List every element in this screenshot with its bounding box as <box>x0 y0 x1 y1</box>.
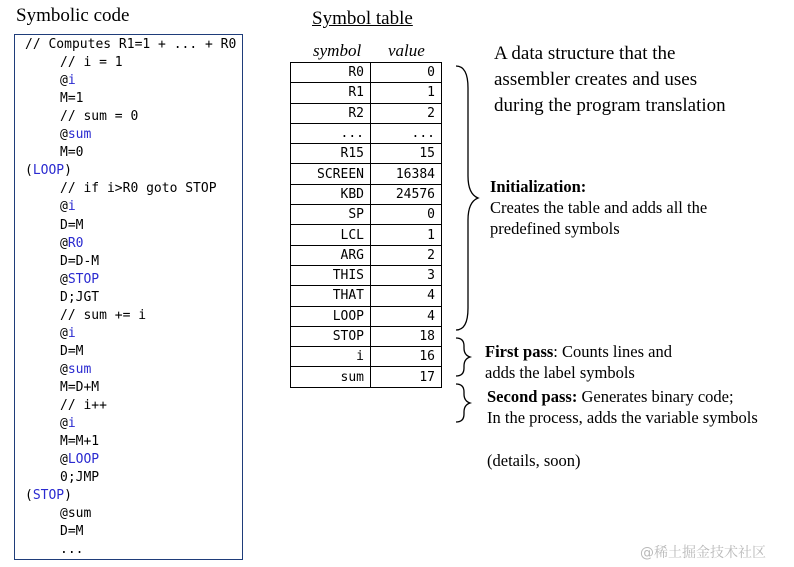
code-text: M=1 <box>60 91 84 107</box>
value-cell: 17 <box>371 367 442 387</box>
code-line <box>60 271 99 289</box>
code-line <box>60 217 83 235</box>
symbol-cell: R1 <box>291 83 371 103</box>
table-row <box>291 245 442 265</box>
value-cell: 15 <box>371 144 442 164</box>
symbol-cell: sum <box>291 367 371 387</box>
code-symbol: sum <box>67 361 92 377</box>
code-text: @ <box>60 235 68 251</box>
value-cell: 18 <box>371 326 442 346</box>
code-line <box>60 72 76 90</box>
brace-group <box>450 58 490 428</box>
code-text: D=M <box>60 343 84 359</box>
symbol-cell: R2 <box>291 103 371 123</box>
table-row <box>291 225 442 245</box>
symbol-cell: i <box>291 347 371 367</box>
table-row <box>291 367 442 387</box>
code-text: D=M <box>60 524 84 540</box>
symbol-cell: LCL <box>291 225 371 245</box>
code-text: @ <box>60 127 68 143</box>
code-listing <box>14 34 243 560</box>
value-cell: 0 <box>371 205 442 225</box>
symbol-table-title: Symbol table <box>312 8 413 29</box>
code-symbol: i <box>67 199 76 215</box>
symbol-cell: THAT <box>291 286 371 306</box>
code-line <box>60 235 83 253</box>
code-line <box>60 307 146 325</box>
table-row <box>291 265 442 285</box>
symbol-cell: ... <box>291 123 371 143</box>
code-line <box>60 415 76 433</box>
code-line <box>60 523 83 541</box>
value-cell: 0 <box>371 63 442 83</box>
table-row <box>291 205 442 225</box>
table-row <box>291 83 442 103</box>
symbol-column-header: symbol <box>313 41 362 60</box>
symbol-cell: LOOP <box>291 306 371 326</box>
code-text: // if i>R0 goto STOP <box>60 181 217 197</box>
code-text: 0;JMP <box>60 470 100 486</box>
value-cell: 16384 <box>371 164 442 184</box>
symbol-cell: THIS <box>291 265 371 285</box>
value-cell: 1 <box>371 83 442 103</box>
value-cell: 3 <box>371 265 442 285</box>
code-symbol: R0 <box>67 235 84 251</box>
table-row <box>291 326 442 346</box>
code-text: // Computes R1=1 + ... + R0 <box>25 37 237 52</box>
second-pass-brace <box>456 384 470 422</box>
code-line <box>60 253 99 271</box>
code-symbol: LOOP <box>67 452 100 468</box>
code-text: @ <box>60 271 68 287</box>
code-symbol: i <box>67 416 76 432</box>
value-cell: 2 <box>371 103 442 123</box>
value-column-header: value <box>388 41 425 60</box>
table-row <box>291 63 442 83</box>
code-symbol: sum <box>67 127 92 143</box>
code-line <box>60 541 83 559</box>
code-text: D;JGT <box>60 289 100 305</box>
code-text: ( <box>25 488 33 504</box>
code-symbol: i <box>67 73 76 89</box>
table-row <box>291 184 442 204</box>
value-cell: 4 <box>371 286 442 306</box>
symbol-cell: KBD <box>291 184 371 204</box>
code-line <box>60 126 91 144</box>
value-cell: 1 <box>371 225 442 245</box>
code-text: @ <box>60 416 68 432</box>
symbol-cell: ARG <box>291 245 371 265</box>
code-line <box>25 162 72 180</box>
table-row <box>291 103 442 123</box>
symbol-cell: SCREEN <box>291 164 371 184</box>
table-row <box>291 286 442 306</box>
code-text: M=D+M <box>60 379 100 395</box>
second-pass-note: Second pass: Generates binary code; In the process, adds the variable symbols <box>487 387 758 427</box>
table-row <box>291 306 442 326</box>
code-text: M=0 <box>60 145 84 161</box>
code-text: // sum += i <box>60 307 147 323</box>
initialization-brace <box>456 66 478 330</box>
code-text: ) <box>64 488 72 504</box>
code-line <box>60 54 123 72</box>
code-line <box>60 397 107 415</box>
code-text: M=M+1 <box>60 434 100 450</box>
symbol-table <box>290 62 442 388</box>
code-text: // i = 1 <box>60 55 123 71</box>
code-line <box>60 379 99 397</box>
code-text: ) <box>64 163 72 179</box>
watermark: @稀土掘金技术社区 <box>640 545 766 561</box>
value-cell: 24576 <box>371 184 442 204</box>
code-text: D=D-M <box>60 253 100 269</box>
code-line <box>60 433 99 451</box>
code-text: ( <box>25 163 33 179</box>
code-text: @ <box>60 73 68 89</box>
code-text: D=M <box>60 217 84 233</box>
table-row <box>291 144 442 164</box>
value-cell: 2 <box>371 245 442 265</box>
code-symbol: i <box>67 325 76 341</box>
code-line <box>60 144 83 162</box>
code-line <box>60 325 76 343</box>
code-line <box>60 505 91 523</box>
code-text: ... <box>60 542 84 558</box>
first-pass-note: First pass: Counts lines and adds the label symbols <box>485 342 673 382</box>
data-structure-note: A data structure that the assembler creates and uses during the program translation <box>494 43 726 116</box>
code-line <box>60 289 99 307</box>
symbol-cell: R15 <box>291 144 371 164</box>
code-line <box>60 90 83 108</box>
code-symbol: STOP <box>32 488 65 504</box>
code-line <box>60 343 83 361</box>
code-text: @ <box>60 361 68 377</box>
code-text: @ <box>60 325 68 341</box>
code-symbol: LOOP <box>32 163 65 179</box>
table-row <box>291 123 442 143</box>
code-line <box>25 487 72 505</box>
symbolic-code-title: Symbolic code <box>16 5 130 26</box>
code-text: @ <box>60 452 68 468</box>
symbol-cell: STOP <box>291 326 371 346</box>
code-line <box>60 469 99 487</box>
first-pass-brace <box>456 338 470 376</box>
details-note: (details, soon) <box>487 451 581 470</box>
symbol-cell: R0 <box>291 63 371 83</box>
code-text: @sum <box>60 506 92 522</box>
initialization-note: Initialization: Creates the table and adds all the predefined symbols <box>490 177 708 238</box>
code-text: // sum = 0 <box>60 109 139 125</box>
code-text: // i++ <box>60 398 107 413</box>
symbol-cell: SP <box>291 205 371 225</box>
code-line <box>60 361 91 379</box>
code-line <box>25 36 236 54</box>
code-line <box>60 180 217 198</box>
value-cell: 16 <box>371 347 442 367</box>
table-row <box>291 164 442 184</box>
code-symbol: STOP <box>67 271 100 287</box>
code-line <box>60 108 138 126</box>
value-cell: 4 <box>371 306 442 326</box>
code-line <box>60 198 76 216</box>
code-line <box>60 451 99 469</box>
code-text: @ <box>60 199 68 215</box>
value-cell: ... <box>371 123 442 143</box>
table-row <box>291 347 442 367</box>
